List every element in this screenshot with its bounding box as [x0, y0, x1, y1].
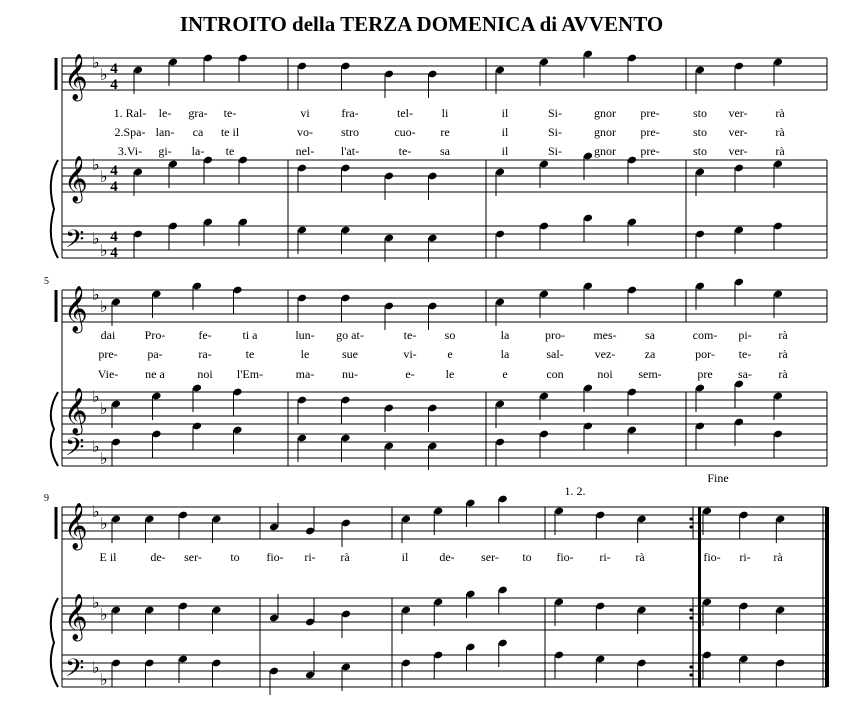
lyric-syllable: ri- — [739, 550, 751, 564]
lyric-syllable: re — [440, 125, 450, 139]
lyric-syllable: pre — [697, 367, 713, 381]
lyric-syllable: il — [501, 144, 509, 158]
lyric-syllable: e — [447, 347, 453, 361]
lyric-syllable: sal- — [546, 347, 564, 361]
flat-icon: ♭ — [100, 297, 108, 316]
lyric-syllable: il — [501, 125, 509, 139]
flat-icon: ♭ — [100, 167, 108, 186]
bass-clef-icon: 𝄢 — [65, 654, 85, 689]
treble-clef-icon: 𝄞 — [64, 388, 88, 434]
lyric-syllable: te il — [220, 125, 240, 139]
lyric-syllable: fra- — [341, 106, 359, 120]
lyric-syllable: com- — [692, 328, 718, 342]
lyric-syllable: pre- — [640, 144, 660, 158]
lyric-syllable: por- — [695, 347, 715, 361]
final-barline — [825, 507, 829, 687]
lyric-syllable: le — [445, 367, 455, 381]
fine-label: Fine — [707, 471, 729, 485]
lyric-syllable: fe- — [198, 328, 212, 342]
repeat-dot — [689, 517, 692, 520]
repeat-dot — [689, 525, 692, 528]
piano-brace — [51, 392, 58, 466]
lyric-syllable: rà — [775, 106, 785, 120]
lyric-syllable: ra- — [198, 347, 212, 361]
lyric-syllable: go at- — [336, 328, 364, 342]
lyric-syllable: sa — [645, 328, 655, 342]
treble-clef-icon: 𝄞 — [64, 156, 88, 202]
flat-icon: ♭ — [92, 229, 100, 248]
lyric-syllable: rà — [778, 367, 788, 381]
lyric-syllable: tel- — [397, 106, 413, 120]
lyric-syllable: ca — [192, 125, 204, 139]
lyric-syllable: l'at- — [340, 144, 360, 158]
lyric-syllable: pi- — [738, 328, 752, 342]
lyric-syllable: rà — [773, 550, 783, 564]
lyric-syllable: ri- — [304, 550, 316, 564]
flat-icon: ♭ — [100, 65, 108, 84]
lyric-syllable: vo- — [297, 125, 313, 139]
repeat-dot — [689, 665, 692, 668]
lyric-syllable: ver- — [728, 125, 748, 139]
lyric-syllable: stro — [341, 125, 359, 139]
lyric-syllable: te- — [398, 144, 412, 158]
lyric-syllable: 2.Spa- — [114, 125, 146, 139]
repeat-dot — [689, 616, 692, 619]
repeat-dot — [689, 608, 692, 611]
lyric-syllable: sa — [440, 144, 450, 158]
lyric-syllable: rà — [778, 347, 788, 361]
lyric-syllable: pa- — [147, 347, 163, 361]
lyric-syllable: cuo- — [394, 125, 416, 139]
lyric-syllable: ri- — [599, 550, 611, 564]
flat-icon: ♭ — [100, 241, 108, 260]
lyric-syllable: sto — [692, 144, 708, 158]
flat-icon: ♭ — [100, 605, 108, 624]
flat-icon: ♭ — [92, 658, 100, 677]
flat-icon: ♭ — [92, 53, 100, 72]
lyric-syllable: 3.Vi- — [117, 144, 143, 158]
lyric-syllable: la — [500, 328, 510, 342]
flat-icon: ♭ — [92, 155, 100, 174]
lyric-syllable: il — [501, 106, 509, 120]
lyric-syllable: ser- — [481, 550, 499, 564]
bass-clef-icon: 𝄢 — [65, 225, 85, 260]
lyric-syllable: lan- — [155, 125, 175, 139]
lyric-syllable: vi — [300, 106, 310, 120]
lyric-syllable: to — [230, 550, 240, 564]
lyric-syllable: e- — [405, 367, 415, 381]
lyric-syllable: te — [245, 347, 255, 361]
lyric-syllable: le- — [158, 106, 172, 120]
lyric-syllable: noi — [597, 367, 613, 381]
lyric-syllable: pro- — [545, 328, 565, 342]
flat-icon: ♭ — [100, 670, 108, 689]
time-signature-top: 4 — [110, 61, 118, 77]
bass-clef-icon: 𝄢 — [65, 433, 85, 468]
lyric-syllable: za — [644, 347, 656, 361]
treble-clef-icon: 𝄞 — [64, 286, 88, 332]
lyric-syllable: rà — [340, 550, 350, 564]
lyric-syllable: ver- — [728, 106, 748, 120]
lyric-syllable: dai — [100, 328, 116, 342]
lyric-syllable: fio- — [266, 550, 284, 564]
lyric-syllable: fio- — [703, 550, 721, 564]
volta-label: 1. 2. — [564, 484, 586, 498]
lyric-syllable: e — [502, 367, 508, 381]
lyric-syllable: il — [401, 550, 409, 564]
lyric-syllable: ser- — [184, 550, 202, 564]
treble-clef-icon: 𝄞 — [64, 503, 88, 549]
lyric-syllable: sue — [342, 347, 358, 361]
lyric-syllable: gra- — [188, 106, 208, 120]
time-signature-bottom: 4 — [110, 179, 118, 195]
lyric-syllable: gi- — [158, 144, 172, 158]
lyric-syllable: te — [225, 144, 235, 158]
lyric-syllable: mes- — [593, 328, 617, 342]
lyric-syllable: Si- — [547, 106, 563, 120]
lyric-syllable: pre- — [98, 347, 118, 361]
flat-icon: ♭ — [92, 502, 100, 521]
lyric-syllable: te- — [738, 347, 752, 361]
lyric-syllable: vi- — [403, 347, 417, 361]
flat-icon: ♭ — [92, 593, 100, 612]
lyric-syllable: de- — [439, 550, 455, 564]
time-signature-bottom: 4 — [110, 245, 118, 261]
lyric-syllable: de- — [150, 550, 166, 564]
lyric-syllable: rà — [778, 328, 788, 342]
lyric-syllable: le — [300, 347, 310, 361]
lyric-syllable: sto — [692, 106, 708, 120]
lyric-syllable: l'Em- — [236, 367, 264, 381]
repeat-barline — [698, 507, 701, 687]
lyric-syllable: so — [444, 328, 456, 342]
flat-icon: ♭ — [100, 449, 108, 468]
lyric-syllable: Pro- — [144, 328, 166, 342]
lyric-syllable: gnor — [594, 144, 616, 158]
lyric-syllable: la — [500, 347, 510, 361]
flat-icon: ♭ — [92, 437, 100, 456]
treble-clef-icon: 𝄞 — [64, 54, 88, 100]
flat-icon: ♭ — [92, 387, 100, 406]
page-title: INTROITO della TERZA DOMENICA di AVVENTO — [179, 12, 664, 36]
lyric-syllable: sto — [692, 125, 708, 139]
measure-number: 9 — [44, 493, 49, 504]
lyric-syllable: te- — [223, 106, 237, 120]
lyric-syllable: Si- — [547, 125, 563, 139]
lyric-syllable: lun- — [295, 328, 315, 342]
lyric-syllable: te- — [403, 328, 417, 342]
flat-icon: ♭ — [100, 399, 108, 418]
measure-number: 5 — [44, 276, 49, 287]
lyric-syllable: ma- — [295, 367, 315, 381]
lyric-syllable: vez- — [594, 347, 616, 361]
lyric-syllable: pre- — [640, 106, 660, 120]
lyric-syllable: gnor — [594, 106, 616, 120]
repeat-dot — [689, 673, 692, 676]
lyric-syllable: rà — [775, 144, 785, 158]
time-signature-top: 4 — [110, 163, 118, 179]
lyric-syllable: pre- — [640, 125, 660, 139]
lyric-syllable: nel- — [295, 144, 315, 158]
lyric-syllable: li — [441, 106, 449, 120]
lyric-syllable: fio- — [556, 550, 574, 564]
lyric-syllable: E il — [99, 550, 117, 564]
piano-brace — [51, 598, 58, 687]
lyric-syllable: la- — [191, 144, 205, 158]
lyric-syllable: noi — [197, 367, 213, 381]
piano-brace — [51, 160, 58, 258]
lyric-syllable: ver- — [728, 144, 748, 158]
flat-icon: ♭ — [92, 285, 100, 304]
lyric-syllable: Vie- — [97, 367, 119, 381]
lyric-syllable: rà — [635, 550, 645, 564]
lyric-syllable: sem- — [638, 367, 662, 381]
lyric-syllable: rà — [775, 125, 785, 139]
lyric-syllable: 1. Ral- — [113, 106, 147, 120]
lyric-syllable: con — [546, 367, 564, 381]
lyric-syllable: nu- — [342, 367, 358, 381]
flat-icon: ♭ — [100, 514, 108, 533]
lyric-syllable: ne a — [145, 367, 165, 381]
lyric-syllable: sa- — [738, 367, 752, 381]
lyric-syllable: to — [522, 550, 532, 564]
time-signature-top: 4 — [110, 229, 118, 245]
lyric-syllable: gnor — [594, 125, 616, 139]
lyric-syllable: Si- — [547, 144, 563, 158]
time-signature-bottom: 4 — [110, 77, 118, 93]
lyric-syllable: ti a — [242, 328, 258, 342]
treble-clef-icon: 𝄞 — [64, 594, 88, 640]
